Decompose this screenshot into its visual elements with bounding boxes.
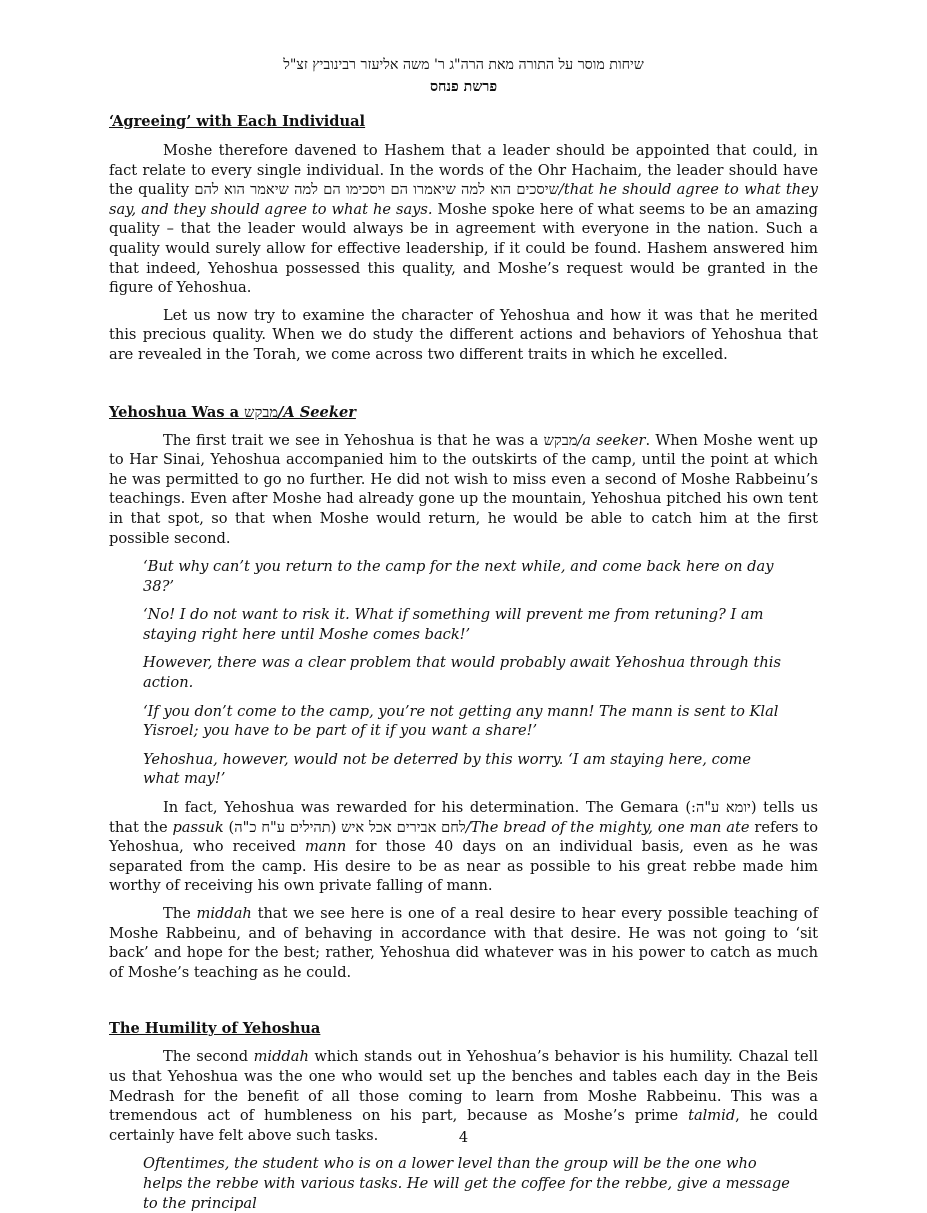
hebrew-text: מבקש	[543, 431, 578, 449]
text: refers to Yehoshua, who received	[109, 818, 818, 856]
text: Yehoshua Was a	[109, 403, 245, 421]
text: which stands out in Yehoshua’s behavior is his humility. Chazal tell us that Yehoshua was the one who would set up the benches and tables each day in the Beis Medrash for the benefit of all those coming to learn from Moshe Rabbeinu. This was a tremendous act of humbleness on his part, because as Moshe’s prime	[109, 1048, 819, 1125]
section-heading-humility: The Humility of Yehoshua	[109, 1020, 321, 1038]
italic-text: talmid	[688, 1107, 736, 1125]
header-parsha: פרשת פנחס	[429, 79, 498, 95]
text: ) tells us that the	[109, 799, 819, 836]
hebrew-text: שיסכים הוא למה שיאמרו הם ויסכימו הם למה שיאמר הוא להם	[194, 181, 559, 199]
header-title: שיחות מוסר על התורה מאת הרה"ג ר' משה אליעזר רבינוביץ זצ"ל	[283, 57, 644, 73]
dialogue-quote: Oftentimes, the student who is on a lower level than the group will be the one who helps the rebbe with various tasks. He will get the coffee for the rebbe, give a message to the principal	[143, 1155, 790, 1212]
hebrew-text: לחם אבירים אכל איש	[341, 818, 466, 836]
text: . When Moshe went up to Har Sinai, Yehoshua accompanied him to the outskirts of the camp, until the point at which he was permitted to go no further. He did not wish to miss even a second of Moshe Rabbeinu’s teachings. Even after Moshe had already gone up the mountain, Yehoshua pitched his own tent in that spot, so that when Moshe would return, he would be able to catch him at the first possible second.	[109, 431, 818, 547]
text: Moshe spoke here of what seems to be an amazing quality – that the leader would always be in agreement with everyone in the nation. Such a quality would surely allow for effective leadership, if it could be found. Hashem answered him that indeed, Yehoshua possessed this quality, and Moshe’s request would be granted in the figure of Yehoshua.	[109, 200, 818, 297]
text: that we see here is one of a real desire to hear every possible teaching of Moshe Rabbeinu, and of behaving in accordance with that desire. He was not going to ‘sit back’ and hope for the best; rather, Yehoshua did whatever was in his power to catch as much of Moshe’s teaching as he could.	[109, 905, 818, 981]
text: for those 40 days on an individual basis, even as he was separated from the camp. His desire to be as near as possible to his great rebbe made him worthy of receiving his own private falling of mann.	[109, 838, 818, 895]
dialogue-quote: ‘But why can’t you return to the camp for the next while, and come back here on day 38?’	[143, 558, 774, 595]
hebrew-text: תהילים ע"ח כ"ה	[234, 818, 331, 836]
italic-text: /that he should agree to what they say, and they should agree to what he says.	[109, 181, 818, 218]
text: )	[330, 818, 342, 836]
text: , he could certainly have felt above such tasks.	[109, 1107, 818, 1144]
text: The first trait we see in Yehoshua is that he was a	[163, 431, 544, 449]
italic-text: passuk	[172, 818, 224, 836]
text: The second	[163, 1048, 254, 1066]
text: (	[223, 818, 235, 836]
page-number: 4	[458, 1129, 469, 1146]
running-header	[109, 54, 818, 98]
text: The	[163, 905, 197, 922]
italic-text: /A Seeker	[278, 403, 356, 421]
paragraph	[109, 798, 818, 896]
italic-text: /The bread of the mighty, one man ate	[465, 818, 750, 836]
italic-text: middah	[253, 1048, 309, 1066]
paragraph	[109, 904, 818, 982]
page-body	[109, 54, 818, 1213]
dialogue-quote: ‘If you don’t come to the camp, you’re not getting any mann! The mann is sent to Klal Yisroel; you have to be part of it if you want a share!’	[143, 702, 779, 740]
italic-text: middah	[196, 905, 252, 922]
dialogue-quote: Yehoshua, however, would not be deterred by this worry. ‘I am staying here, come what may!’	[143, 750, 752, 788]
italic-text: mann	[304, 838, 347, 856]
paragraph: Let us now try to examine the character of Yehoshua and how it was that he merited this precious quality. When we do study the different actions and behaviors of Yehoshua that are revealed in the Torah, we come across two different traits in which he excelled.	[109, 306, 818, 363]
hebrew-text: מבקש	[244, 403, 278, 421]
text: Moshe therefore davened to Hashem that a leader should be appointed that could, in fact relate to every single individual. In the words of the Ohr Hachaim, the leader should have the quality	[109, 142, 818, 199]
section-heading-seeker	[109, 403, 818, 423]
italic-text: /a seeker	[577, 431, 646, 449]
text: In fact, Yehoshua was rewarded for his determination. The Gemara (	[163, 799, 692, 817]
paragraph	[109, 141, 818, 298]
dialogue-quote: ‘No! I do not want to risk it. What if something will prevent me from retuning? I am staying right here until Moshe comes back!’	[143, 606, 764, 643]
section-heading-agreeing: ‘Agreeing’ with Each Individual	[109, 113, 366, 130]
hebrew-text: יומא ע"ה:	[691, 799, 751, 817]
dialogue-quote: However, there was a clear problem that would probably await Yehoshua through this action.	[143, 654, 781, 692]
paragraph	[109, 431, 818, 549]
